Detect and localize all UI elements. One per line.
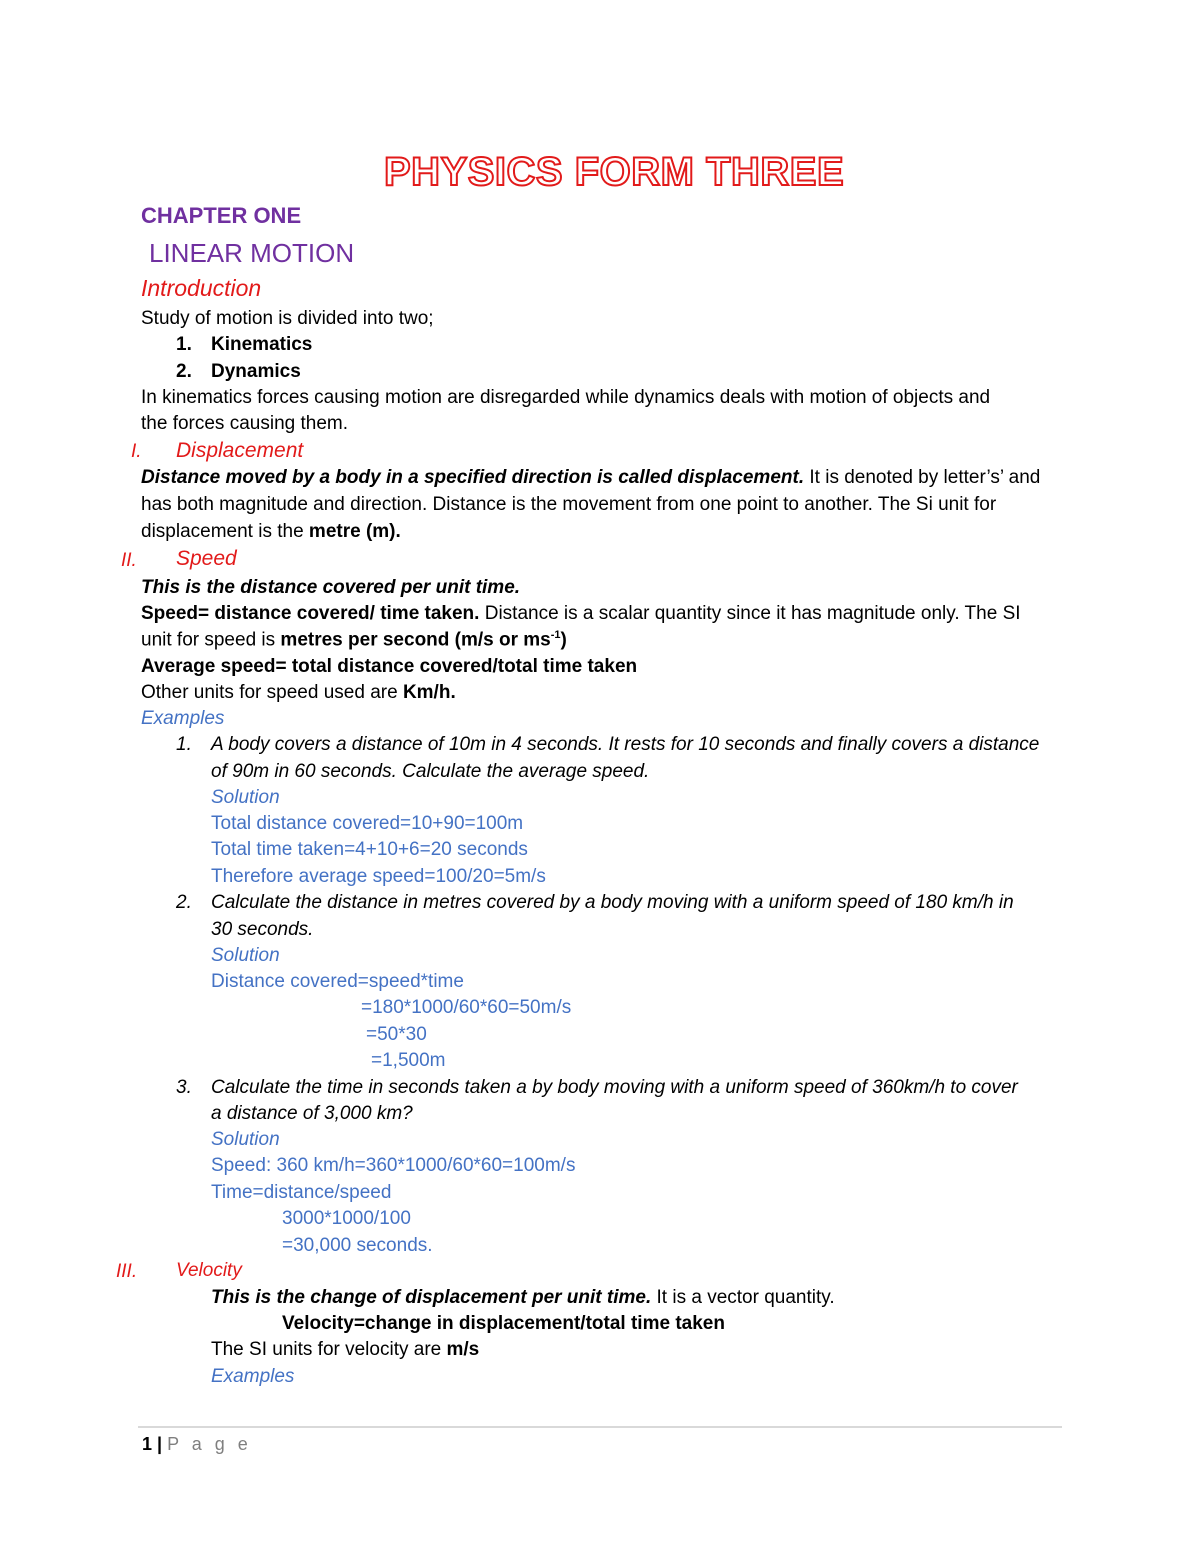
list-item-kinematics: Kinematics bbox=[211, 334, 313, 355]
list-item-number: 2. bbox=[176, 361, 192, 382]
section-number: I. bbox=[131, 441, 142, 462]
solution-line: Speed: 360 km/h=360*1000/60*60=100m/s bbox=[211, 1155, 576, 1176]
example-question-line: of 90m in 60 seconds. Calculate the average speed. bbox=[211, 761, 650, 782]
examples-label: Examples bbox=[211, 1366, 295, 1387]
displacement-text: displacement is the bbox=[141, 521, 309, 542]
solution-line: 3000*1000/100 bbox=[282, 1208, 411, 1229]
solution-line: Time=distance/speed bbox=[211, 1182, 392, 1203]
displacement-definition: Distance moved by a body in a specified direction is called displacement. bbox=[141, 467, 805, 488]
example-number: 1. bbox=[176, 734, 192, 755]
solution-line: Total distance covered=10+90=100m bbox=[211, 813, 524, 834]
example-question-line: 30 seconds. bbox=[211, 919, 314, 940]
solution-line: =180*1000/60*60=50m/s bbox=[361, 997, 572, 1018]
displacement-line bbox=[141, 522, 401, 541]
displacement-text: It is denoted by letter’s’ and bbox=[804, 467, 1041, 488]
unit-close: ) bbox=[560, 629, 567, 651]
footer-separator: | bbox=[157, 1434, 163, 1454]
page-label: P a g e bbox=[167, 1434, 252, 1454]
speed-definition: This is the distance covered per unit time. bbox=[141, 577, 521, 598]
example-question-line: Calculate the distance in metres covered by a body moving with a uniform speed of 180 km/h in bbox=[211, 892, 1014, 913]
speed-line bbox=[141, 604, 1021, 623]
chapter-label: CHAPTER ONE bbox=[141, 203, 302, 228]
solution-line: Total time taken=4+10+6=20 seconds bbox=[211, 839, 528, 860]
solution-line: =1,500m bbox=[371, 1050, 446, 1071]
list-item-number: 1. bbox=[176, 334, 192, 355]
speed-text: Other units for speed used are bbox=[141, 682, 403, 703]
topic-title: LINEAR MOTION bbox=[149, 238, 355, 268]
si-unit: metre (m). bbox=[308, 521, 401, 542]
average-speed-formula: Average speed= total distance covered/total time taken bbox=[141, 656, 638, 677]
section-number: III. bbox=[116, 1261, 138, 1282]
intro-paragraph-line: the forces causing them. bbox=[141, 413, 348, 434]
speed-text: unit for speed is bbox=[141, 629, 281, 651]
velocity-formula: Velocity=change in displacement/total time taken bbox=[282, 1313, 725, 1334]
example-question-line: a distance of 3,000 km? bbox=[211, 1103, 413, 1124]
example-question-line: Calculate the time in seconds taken a by body moving with a uniform speed of 360km/h to cover bbox=[211, 1077, 1018, 1098]
page-number: 1 bbox=[142, 1434, 153, 1454]
section-heading-speed: Speed bbox=[176, 547, 237, 570]
other-unit: Km/h. bbox=[402, 682, 456, 703]
solution-line: Therefore average speed=100/20=5m/s bbox=[211, 866, 546, 887]
displacement-line: has both magnitude and direction. Distance is the movement from one point to another. The Si unit for bbox=[141, 494, 997, 515]
example-question-line: A body covers a distance of 10m in 4 seconds. It rests for 10 seconds and finally covers a distance bbox=[211, 734, 1040, 755]
example-number: 2. bbox=[176, 892, 192, 913]
displacement-line bbox=[141, 468, 1040, 487]
solution-label: Solution bbox=[211, 1129, 280, 1150]
solution-label: Solution bbox=[211, 945, 280, 966]
page-title: PHYSICS FORM THREE bbox=[384, 150, 845, 194]
footer-rule bbox=[138, 1426, 1062, 1428]
si-unit: m/s bbox=[446, 1339, 480, 1360]
velocity-text: The SI units for velocity are bbox=[211, 1339, 447, 1360]
solution-line: =50*30 bbox=[366, 1024, 427, 1045]
velocity-text: It is a vector quantity. bbox=[651, 1287, 835, 1308]
solution-line: Distance covered=speed*time bbox=[211, 971, 464, 992]
velocity-line bbox=[211, 1340, 479, 1359]
intro-paragraph-line: In kinematics forces causing motion are disregarded while dynamics deals with motion of objects and bbox=[141, 387, 991, 408]
speed-text: Distance is a scalar quantity since it has magnitude only. The SI bbox=[479, 603, 1021, 624]
examples-label: Examples bbox=[141, 708, 225, 729]
example-number: 3. bbox=[176, 1077, 192, 1098]
section-number: II. bbox=[121, 550, 137, 571]
intro-heading: Introduction bbox=[141, 275, 262, 301]
speed-formula: Speed= distance covered/ time taken. bbox=[141, 603, 480, 624]
unit-superscript: -1 bbox=[550, 629, 561, 641]
speed-line bbox=[141, 630, 567, 649]
list-item-dynamics: Dynamics bbox=[211, 361, 301, 382]
velocity-definition: This is the change of displacement per unit time. bbox=[211, 1287, 652, 1308]
page-footer bbox=[142, 1435, 252, 1453]
solution-label: Solution bbox=[211, 787, 280, 808]
intro-lead: Study of motion is divided into two; bbox=[141, 308, 434, 329]
solution-line: =30,000 seconds. bbox=[282, 1235, 433, 1256]
speed-line bbox=[141, 683, 456, 702]
si-unit: metres per second (m/s or ms bbox=[280, 629, 551, 651]
section-heading-velocity: Velocity bbox=[176, 1260, 242, 1281]
section-heading-displacement: Displacement bbox=[176, 439, 304, 462]
velocity-line bbox=[211, 1288, 835, 1307]
